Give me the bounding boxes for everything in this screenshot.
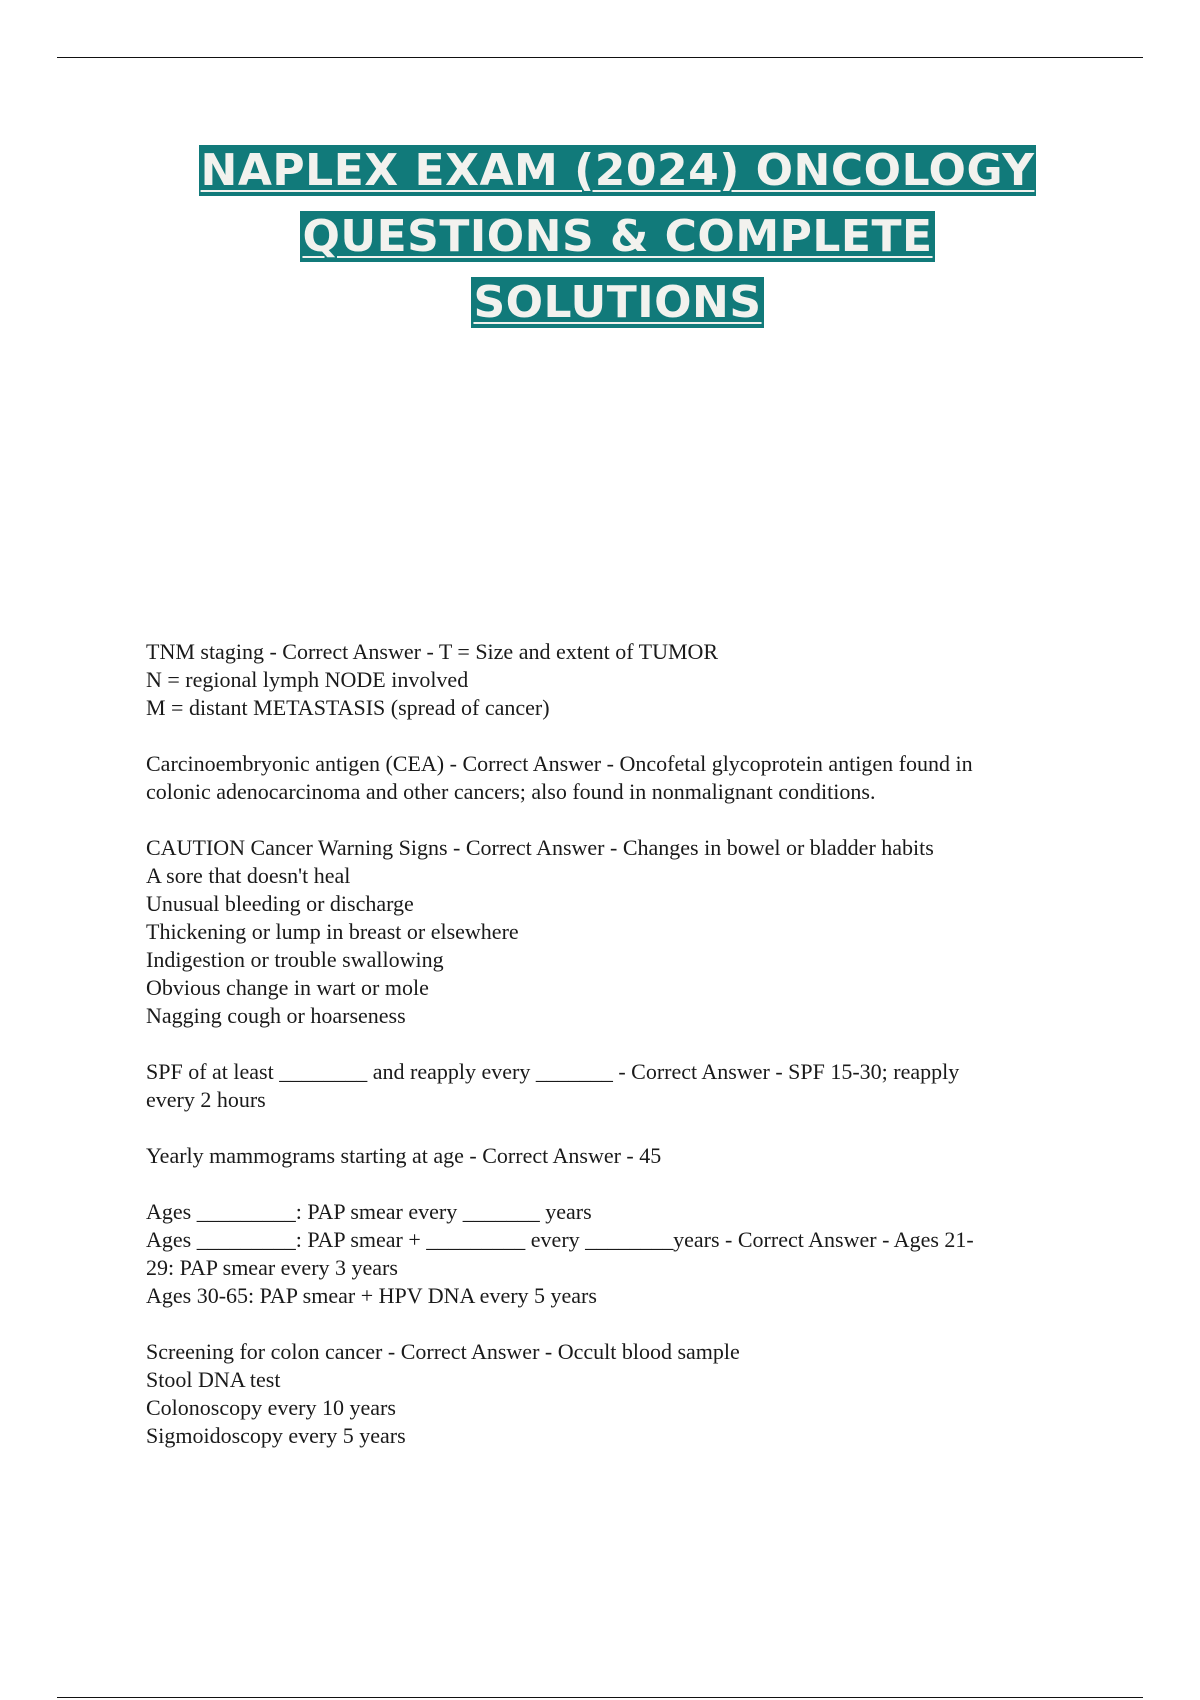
- qa-item-colon-screening: [146, 1338, 1086, 1450]
- qa-item-cea: [146, 750, 1086, 806]
- title-line: SOLUTIONS: [473, 277, 762, 328]
- document-title: [100, 143, 1135, 341]
- title-line: QUESTIONS & COMPLETE: [302, 211, 933, 262]
- qa-item-tnm-staging: [146, 638, 1086, 722]
- qa-item-spf: [146, 1058, 1086, 1114]
- qa-text: Ages _________: PAP smear every _______ years Ages _________: PAP smear + _________ every ________years - Correct Answer - Ages 21- 29: PAP smear every 3 years Ages 30-65: PAP smear + HPV DNA every 5 years: [146, 1199, 974, 1308]
- bottom-rule: [57, 1697, 1143, 1698]
- qa-text: Yearly mammograms starting at age - Correct Answer - 45: [146, 1143, 662, 1168]
- qa-text: TNM staging - Correct Answer - T = Size and extent of TUMOR N = regional lymph NODE involved M = distant METASTASIS (spread of cancer): [146, 639, 719, 720]
- top-rule: [57, 57, 1143, 58]
- qa-text: Screening for colon cancer - Correct Answer - Occult blood sample Stool DNA test Colonoscopy every 10 years Sigmoidoscopy every 5 years: [146, 1339, 740, 1448]
- title-line: NAPLEX EXAM (2024) ONCOLOGY: [200, 145, 1035, 196]
- qa-item-caution-signs: [146, 834, 1086, 1030]
- qa-list: [146, 638, 1086, 1478]
- qa-item-mammograms: [146, 1142, 1086, 1170]
- qa-text: Carcinoembryonic antigen (CEA) - Correct Answer - Oncofetal glycoprotein antigen found in colonic adenocarcinoma and other cancers; also found in nonmalignant conditions.: [146, 751, 973, 804]
- qa-text: SPF of at least ________ and reapply every _______ - Correct Answer - SPF 15-30; reapply every 2 hours: [146, 1059, 960, 1112]
- qa-item-pap-smear: [146, 1198, 1086, 1310]
- qa-text: CAUTION Cancer Warning Signs - Correct Answer - Changes in bowel or bladder habits A sore that doesn't heal Unusual bleeding or discharge Thickening or lump in breast or elsewhere Indigestion or trouble swallowing Obvious change in wart or mole Nagging cough or hoarseness: [146, 835, 934, 1028]
